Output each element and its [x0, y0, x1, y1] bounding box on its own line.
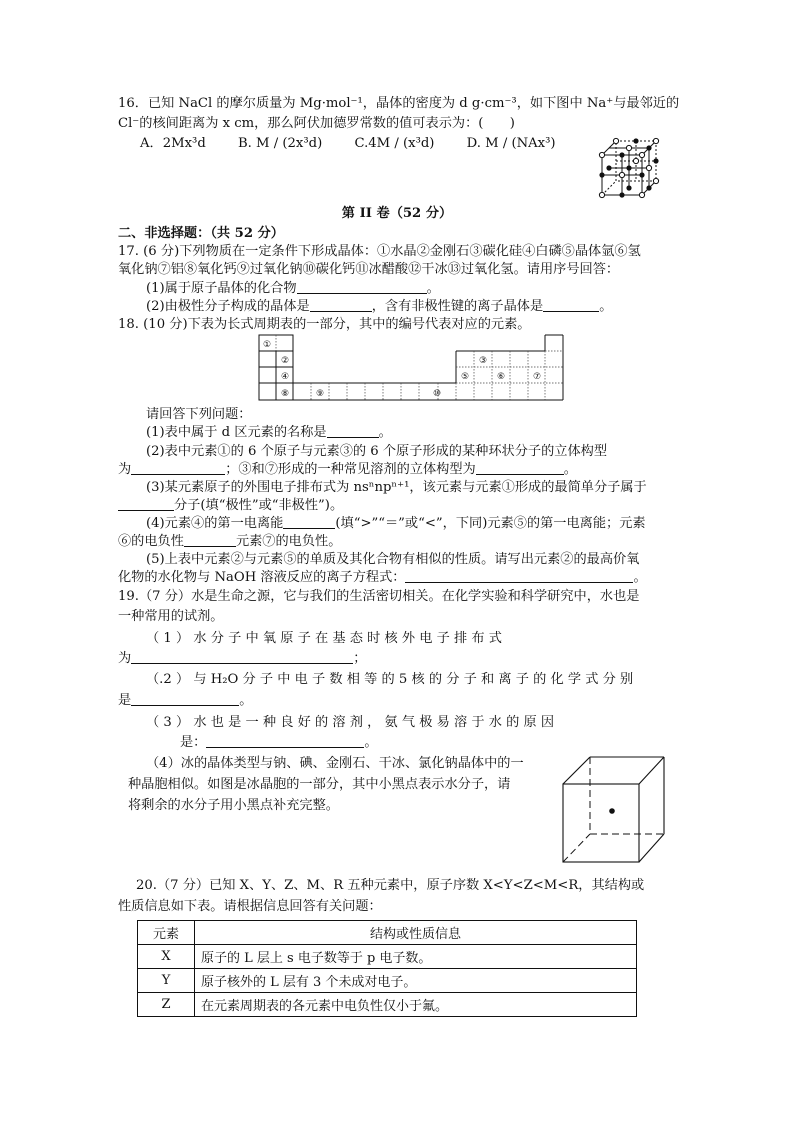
q19-s1-line2 [118, 650, 366, 668]
q18-s3-blank[interactable] [118, 497, 174, 511]
q18-s3-line1: (3)某元素原子的外围电子排布式为 nsⁿnpⁿ⁺¹，该元素与元素①形成的最简单分子属于 [146, 480, 647, 495]
q16-option-c: C.4M / (x³d) [354, 136, 435, 151]
q18-s5-a: 化物的水化物与 NaOH 溶液反应的离子方程式： [118, 570, 406, 585]
q16-line2: Cl⁻的核间距离为 x cm，那么阿伏加德罗常数的值可表示为：( ) [118, 116, 515, 131]
q18-s1-text: (1)表中属于 d 区元素的名称是 [146, 425, 327, 440]
q16-option-b: B. M / (2x³d) [237, 136, 323, 151]
table-row [138, 945, 637, 969]
pt-label-8: ⑧ [280, 389, 290, 399]
q18-s2-b: ；③和⑦形成的一种常见溶剂的立体构型为 [225, 462, 476, 477]
q17-line2: 氧化钠⑦铝⑧氧化钙⑨过氧化钠⑩碳化钙⑪冰醋酸⑫干冰⑬过氧化氢。请用序号回答： [118, 262, 620, 277]
q18-s2-line1: (2)表中元素①的 6 个原子与元素③的 6 个原子形成的某种环状分子的立体构型 [146, 444, 608, 459]
table-header-info: 结构或性质信息 [195, 921, 637, 945]
q18-s4-blank-2[interactable] [184, 533, 236, 547]
table-cell-element: Y [138, 969, 195, 993]
q17-sub2-text: (2)由极性分子构成的晶体是 [146, 299, 310, 314]
q17-sub1 [146, 280, 440, 298]
q17-sub2-blank-2[interactable] [543, 298, 599, 312]
pt-label-6: ⑥ [496, 372, 506, 382]
q19-s1-a: 为 [118, 651, 132, 666]
q18-s5-line1: (5)上表中元素②与元素⑤的单质及其化合物有相似的性质。请写出元素②的最高价氧 [146, 552, 640, 567]
table-cell-info: 原子核外的 L 层有 3 个未成对电子。 [195, 969, 637, 993]
pt-label-7: ⑦ [532, 372, 542, 382]
element-info-table [137, 920, 637, 1017]
q19-s3-blank[interactable] [206, 734, 364, 748]
q16-option-a: A．2Mx³d [140, 136, 206, 151]
q20-line2: 性质信息如下表。请根据信息回答有关问题： [118, 899, 382, 914]
q18-s1-blank[interactable] [327, 424, 379, 438]
q18-s1-end: 。 [378, 425, 392, 440]
q19-s2-line1: （.2 ） 与 H₂O 分 子 中 电 子 数 相 等 的 5 核 的 分 子 和 离 子 的 化 学 式 分 别 [146, 672, 634, 687]
q19-s4-line2: 种晶胞相似。如图是冰晶胞的一部分，其中小黑点表示水分子，请 [128, 777, 511, 792]
q18-s2-blank-2[interactable] [476, 461, 564, 475]
q19-s2-a: 是 [118, 693, 132, 708]
section2-heading: 二、非选择题：（共 52 分） [118, 226, 284, 241]
q19-s3-line1: （ 3 ） 水 也 是 一 种 良 好 的 溶 剂 ， 氨 气 极 易 溶 于 水 的 原 因 [146, 715, 555, 730]
table-row [138, 969, 637, 993]
q18-s2-blank-1[interactable] [131, 461, 225, 475]
q18-s3-line2 [118, 497, 343, 515]
q19-s3-line2 [180, 734, 378, 752]
q17-sub2-blank-1[interactable] [310, 298, 372, 312]
q17-sub2-end: 。 [599, 299, 613, 314]
q17-line1: 17. (6 分)下列物质在一定条件下形成晶体：①水晶②金刚石③碳化硅④白磷⑤晶体氩⑥氢 [118, 244, 641, 259]
q18-line1: 18. (10 分)下表为长式周期表的一部分，其中的编号代表对应的元素。 [118, 317, 531, 332]
q18-s4-d: 元素⑦的电负性。 [235, 534, 342, 549]
table-header-row [138, 921, 637, 945]
pt-label-9: ⑨ [315, 389, 325, 399]
q19-s2-line2 [118, 692, 252, 710]
q18-s1 [146, 424, 392, 442]
q16-line1: 16．已知 NaCl 的摩尔质量为 Mg·mol⁻¹，晶体的密度为 d g·cm⁻³，如下图中 Na⁺与最邻近的 [118, 96, 680, 111]
q18-ask: 请回答下列问题： [146, 407, 252, 422]
q17-sub1-text: (1)属于原子晶体的化合物 [146, 281, 297, 296]
pt-label-3: ③ [478, 356, 488, 366]
pt-label-4: ④ [280, 372, 290, 382]
q18-s4-c: ⑥的电负性 [118, 534, 184, 549]
q19-line1: 19.（7 分）水是生命之源，它与我们的生活密切相关。在化学实验和科学研究中，水也是 [118, 589, 640, 604]
pt-label-5: ⑤ [460, 372, 470, 382]
q18-s5-blank[interactable] [405, 569, 633, 583]
q19-s4-line1: （4）冰的晶体类型与钠、碘、金刚石、干冰、氯化钠晶体中的一 [146, 756, 524, 771]
q18-s4-blank-1[interactable] [283, 515, 335, 529]
pt-label-10: ⑩ [432, 389, 442, 399]
q19-s3-b: 。 [364, 735, 378, 750]
q19-s1-b: ； [353, 651, 367, 666]
q18-s4-line2 [118, 533, 341, 551]
q19-s2-b: 。 [239, 693, 253, 708]
water-molecule-dot [609, 808, 615, 814]
q18-s5-line2 [118, 569, 647, 587]
table-cell-info: 在元素周期表的各元素中电负性仅小于氟。 [195, 993, 637, 1017]
q19-s3-a: 是： [180, 735, 207, 750]
table-cell-element: X [138, 945, 195, 969]
q19-line2: 一种常用的试剂。 [118, 609, 224, 624]
q18-s2-a: 为 [118, 462, 132, 477]
q18-s4-a: (4)元素④的第一电离能 [146, 516, 284, 531]
q18-s3-b: 分子(填“极性”或“非极性”)。 [174, 498, 344, 513]
q19-s4-line3: 将剩余的水分子用小黑点补充完整。 [128, 798, 339, 813]
q16-options [140, 135, 556, 153]
q17-sub2 [146, 298, 612, 316]
q18-s4-b: (填“>”“＝”或“<”，下同)元素⑤的第一电离能；元素 [335, 516, 646, 531]
nacl-crystal-figure [598, 135, 662, 203]
table-cell-element: Z [138, 993, 195, 1017]
q17-sub1-end: 。 [426, 281, 440, 296]
ice-crystal-figure [560, 754, 670, 866]
periodic-table-figure [258, 334, 564, 402]
pt-label-1: ① [262, 340, 272, 350]
q19-s1-line1: （ 1 ） 水 分 子 中 氧 原 子 在 基 态 时 核 外 电 子 排 布 式 [146, 631, 502, 646]
q18-s2-c: 。 [563, 462, 577, 477]
table-header-element: 元素 [138, 921, 195, 945]
q20-line1: 20.（7 分）已知 X、Y、Z、M、R 五种元素中，原子序数 X<Y<Z<M<R，其结构或 [136, 878, 645, 893]
pt-label-2: ② [280, 356, 290, 366]
q19-s1-blank[interactable] [131, 650, 353, 664]
q16-option-d: D. M / (NAx³) [466, 136, 556, 151]
q18-s5-b: 。 [633, 570, 647, 585]
section2-title: 第 II 卷（52 分） [341, 206, 453, 221]
q19-s2-blank[interactable] [131, 692, 239, 706]
table-cell-info: 原子的 L 层上 s 电子数等于 p 电子数。 [195, 945, 637, 969]
q18-s2-line2 [118, 461, 577, 479]
q17-sub2-text2: ，含有非极性键的离子晶体是 [371, 299, 544, 314]
q17-sub1-blank[interactable] [297, 280, 427, 294]
q18-s4-line1 [146, 515, 646, 533]
table-row [138, 993, 637, 1017]
